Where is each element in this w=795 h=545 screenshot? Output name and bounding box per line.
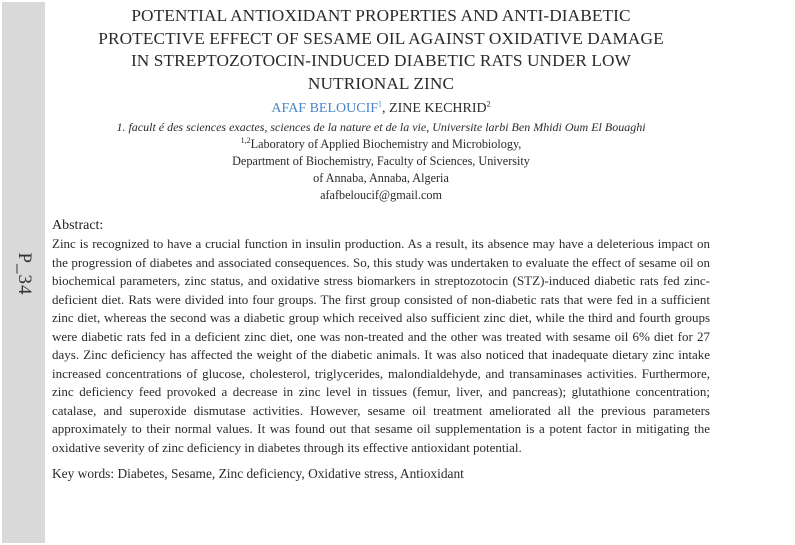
paper-content	[52, 5, 710, 482]
keywords-list: Diabetes, Sesame, Zinc deficiency, Oxidative stress, Antioxidant	[114, 466, 464, 481]
affiliation-2: $^{1,2}$Laboratory of Applied Biochemistry and Microbiology,	[240, 135, 522, 151]
abstract-body: Zinc is recognized to have a crucial function in insulin production. As a result, its absence may have a deleterious impact on the progression of diabetes and associated consequences. So, this study was undertaken to evaluate the effect of sesame oil on biochemical parameters, zinc status, and oxidative stress biomarkers in streptozotocin (STZ)-induced diabetic rats fed zinc-deficient diet. Rats were divided into four groups. The first group consisted of non-diabetic rats that were fed in a sufficient zinc diet, whereas the second was a diabetic group which received also sufficient zinc diet, while the third and fourth groups were diabetic rats fed in a deficient zinc diet, one was non-treated and the other was treated with sesame oil 6% diet for 27 days. Zinc deficiency has affected the weight of the diabetic animals. It was also noticed that inadequate dietary zinc intake increased concentrations of glucose, cholesterol, triglycerides, malondialdehyde, and transaminases activities. Furthermore, zinc deficiency feed provoked a decrease in zinc level in tissues (femur, liver, and pancreas); glutathione concentration; catalase, and superoxide dismutase activities. However, sesame oil treatment ameliorated all the previous parameters approximately to their normal values. It was found out that sesame oil supplementation is a potent factor in mitigating the oxidative severity of zinc deficiency in diabetes through its effective antioxidant potential.	[52, 236, 710, 455]
affiliation-1: 1. facult é des sciences exactes, sciences de la nature et de la vie, Universite larbi Ben Mhidi Oum El Bouaghi	[116, 120, 646, 134]
affiliation-4: of Annaba, Annaba, Algeria	[313, 171, 449, 185]
affiliation-3: Department of Biochemistry, Faculty of Sciences, University	[232, 154, 530, 168]
abstract-heading: Abstract:	[52, 218, 104, 233]
title-line: NUTRIONAL ZINC	[307, 73, 455, 93]
authors	[52, 100, 710, 118]
title-line: POTENTIAL ANTIOXIDANT PROPERTIES AND ANTI-DIABETIC	[131, 6, 631, 25]
side-band	[2, 2, 45, 543]
author-email[interactable]: afafbeloucif@gmail.com	[320, 188, 442, 202]
paper-title	[81, 5, 681, 95]
keywords	[52, 466, 710, 482]
author-secondary: ZINE KECHRID$^2$	[389, 99, 491, 116]
author-primary[interactable]: AFAF BELOUCIF$^1$	[271, 99, 383, 116]
title-line: PROTECTIVE EFFECT OF SESAME OIL AGAINST OXIDATIVE DAMAGE	[98, 28, 664, 48]
page-label: P_34	[14, 252, 35, 296]
author-separator: ,	[382, 101, 390, 116]
keywords-label: Key words:	[52, 466, 115, 481]
title-line: IN STREPTOZOTOCIN-INDUCED DIABETIC RATS UNDER LOW	[130, 51, 632, 70]
